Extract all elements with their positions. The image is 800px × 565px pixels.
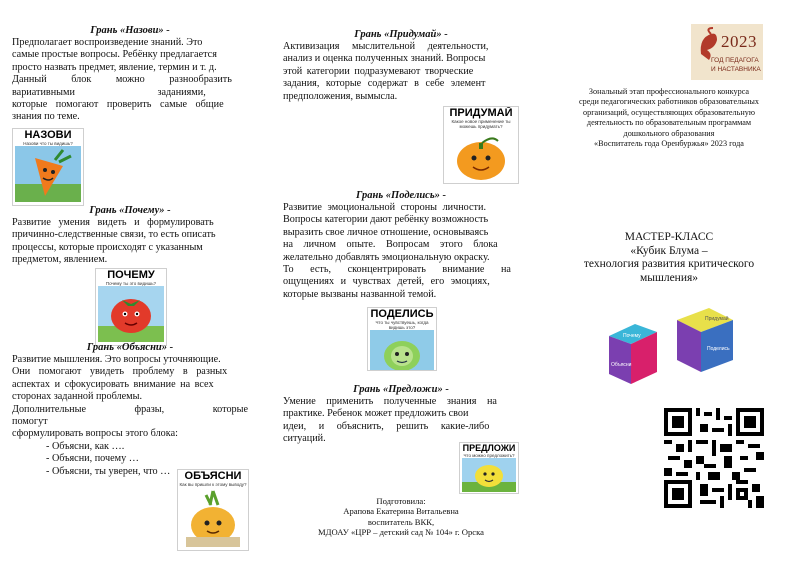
- section-pridumay: [283, 28, 519, 103]
- paragraph-line: знания по теме.: [12, 111, 80, 123]
- paragraph-line: предположения, вымысла.: [283, 90, 398, 102]
- card-obyasni: [177, 469, 249, 551]
- card-title: НАЗОВИ: [24, 129, 72, 141]
- bloom-cube-illustration: [605, 306, 745, 392]
- paragraph-line: Развитие эмоциональной стороны личности.: [283, 202, 487, 213]
- paragraph-line: выразить свое личное отношение, основываясь: [283, 226, 489, 238]
- paragraph-line: сторонах заданной проблемы.: [12, 391, 142, 403]
- paragraph-line: Развитие умения видеть и формулировать: [12, 217, 214, 228]
- section-predlozhi: [283, 383, 519, 446]
- card-title: ПОЧЕМУ: [107, 269, 155, 281]
- paragraph-line: ситуаций.: [283, 433, 326, 445]
- author-credit: [283, 496, 519, 538]
- master-class-title: [545, 231, 793, 285]
- title-line: мышления»: [639, 271, 699, 284]
- paragraph-line: которые помогают проверить самые общие: [12, 99, 224, 111]
- paragraph-line: задания, которые содержат в себе элемент: [283, 78, 486, 90]
- paragraph-line: процессы, которые происходят с указанным: [12, 241, 203, 253]
- card-title: ПРЕДЛОЖИ: [462, 443, 516, 453]
- contest-line: среди педагогических работников образовательных: [579, 97, 759, 107]
- card-subtitle: Какое новое применение ты можешь придумать?: [451, 119, 511, 129]
- contest-info: [545, 87, 793, 149]
- card-title: ПОДЕЛИСЬ: [370, 308, 434, 320]
- contest-line: деятельность по образовательным программам: [586, 118, 752, 128]
- carrot-illustration: [15, 146, 81, 202]
- section-heading: Грань «Предложи» -: [353, 384, 449, 395]
- lemon-illustration: [462, 458, 516, 492]
- title-line: МАСТЕР-КЛАСС: [624, 231, 714, 243]
- paragraph-line: Умение применить полученные знания на: [283, 396, 497, 407]
- logo-year: 2023: [721, 32, 757, 51]
- card-podelis: [367, 307, 437, 371]
- paragraph-line: желательно добавлять эмоциональную окраску.: [283, 251, 490, 263]
- paragraph-line: причинно-следственные связи, то есть описать: [12, 229, 216, 241]
- paragraph-line: идеи, и объяснить, решить какие-либо: [283, 420, 490, 432]
- section-pochemu: [12, 204, 248, 267]
- phrase-item: - Объясни, как ….: [46, 440, 125, 452]
- contest-line: организаций, осуществляющих образовательную: [583, 107, 755, 117]
- credit-line: воспитатель ВКК,: [367, 516, 435, 527]
- qr-code[interactable]: [664, 408, 764, 508]
- paragraph-line: анализ и оценка полученных знаний. Вопросы: [283, 53, 486, 65]
- paragraph-line: которые вызваны названной темой.: [283, 288, 437, 300]
- cube-face-label: Придумай: [705, 316, 729, 322]
- card-title: ПРИДУМАЙ: [449, 107, 513, 119]
- section-heading: Грань «Придумай» -: [354, 29, 448, 40]
- paragraph-line: Вопросы категории дают ребёнку возможность: [283, 214, 489, 226]
- paragraph-line: на личном опыте. Вопросам этого блока: [283, 239, 498, 251]
- logo-line: ГОД ПЕДАГОГА: [711, 57, 759, 64]
- paragraph-line: сформулировать вопросы этого блока:: [12, 428, 178, 440]
- credit-line: Подготовила:: [376, 496, 426, 506]
- year-logo: [691, 24, 763, 80]
- cabbage-illustration: [370, 330, 434, 371]
- section-obyasni: [12, 341, 248, 478]
- contest-line: дошкольного образования: [623, 128, 715, 138]
- phrase-item: - Объясни, ты уверен, что …: [46, 465, 171, 477]
- cube-face-left: [609, 336, 631, 384]
- cube-face-label: Объясни: [611, 362, 632, 368]
- phrase-item: - Объясни, почему …: [46, 453, 139, 465]
- title-line: технология развития критического: [583, 258, 755, 270]
- paragraph-line: ощущениях и чувствах детей, его эмоциях,: [283, 276, 490, 288]
- credit-line: Арапова Екатерина Витальевна: [343, 506, 459, 517]
- paragraph-line: этой категории подразумевают творческие: [283, 65, 474, 77]
- card-subtitle: Что можно предложить?: [463, 453, 515, 458]
- contest-line: «Воспитатель года Оренбуржья» 2023 года: [594, 139, 744, 149]
- paragraph-line: Развитие мышления. Это вопросы уточняющие.: [12, 354, 221, 365]
- paragraph-line: Они помогают увидеть проблему в разных: [12, 366, 228, 378]
- card-subtitle: Как вы пришли к этому выводу?: [179, 482, 247, 487]
- pumpkin-illustration: [446, 129, 516, 184]
- section-heading: Грань «Почему» -: [89, 205, 171, 216]
- card-pridumay: [443, 106, 519, 184]
- section-heading: Грань «Поделись» -: [356, 190, 446, 201]
- tomato-illustration: [98, 286, 164, 342]
- cube-face-label: Почему: [623, 333, 641, 339]
- card-subtitle: Почему ты это видишь?: [105, 281, 157, 286]
- paragraph-line: Данный блок можно разнообразить: [12, 74, 232, 86]
- paragraph-line: Активизация мыслительной деятельности,: [283, 41, 489, 52]
- paragraph-line: То есть, сконцентрировать внимание на: [283, 264, 511, 276]
- paragraph-line: самые простые вопросы. Ребёнку предлагается: [12, 49, 217, 61]
- title-line: «Кубик Блума –: [630, 244, 708, 257]
- card-pochemu: [95, 268, 167, 346]
- contest-line: Зональный этап профессионального конкурса: [588, 87, 750, 96]
- card-subtitle: Что ты чувствуешь, когда видишь это?: [375, 320, 429, 330]
- logo-line: И НАСТАВНИКА: [711, 66, 761, 73]
- onion-illustration: [180, 487, 246, 547]
- paragraph-line: предметом, явлением.: [12, 254, 108, 266]
- paragraph-line: вариативными заданиями,: [12, 86, 206, 98]
- paragraph-line: аспектах и сфокусировать внимание на всех: [12, 378, 214, 390]
- paragraph-line: практике. Ребенок может предложить свои: [283, 408, 469, 420]
- section-podelis: [283, 189, 519, 301]
- card-title: ОБЪЯСНИ: [184, 470, 242, 482]
- cube-face-label: Поделись: [707, 346, 730, 352]
- section-heading: Грань «Назови» -: [90, 25, 170, 36]
- section-nazovi: [12, 24, 248, 124]
- paragraph-line: Дополнительные фразы, которые помогут: [12, 403, 248, 428]
- card-predlozhi: [459, 442, 519, 494]
- card-nazovi: [12, 128, 84, 206]
- card-subtitle: Назови что ты видишь?: [23, 141, 73, 146]
- paragraph-line: просто назвать предмет, явление, термин и т. д.: [12, 61, 217, 73]
- paragraph-line: Предполагает воспроизведение знаний. Это: [12, 37, 203, 48]
- section-heading: Грань «Объясни» -: [86, 342, 174, 353]
- credit-line: МДОАУ «ЦРР – детский сад № 104» г. Орска: [318, 527, 484, 538]
